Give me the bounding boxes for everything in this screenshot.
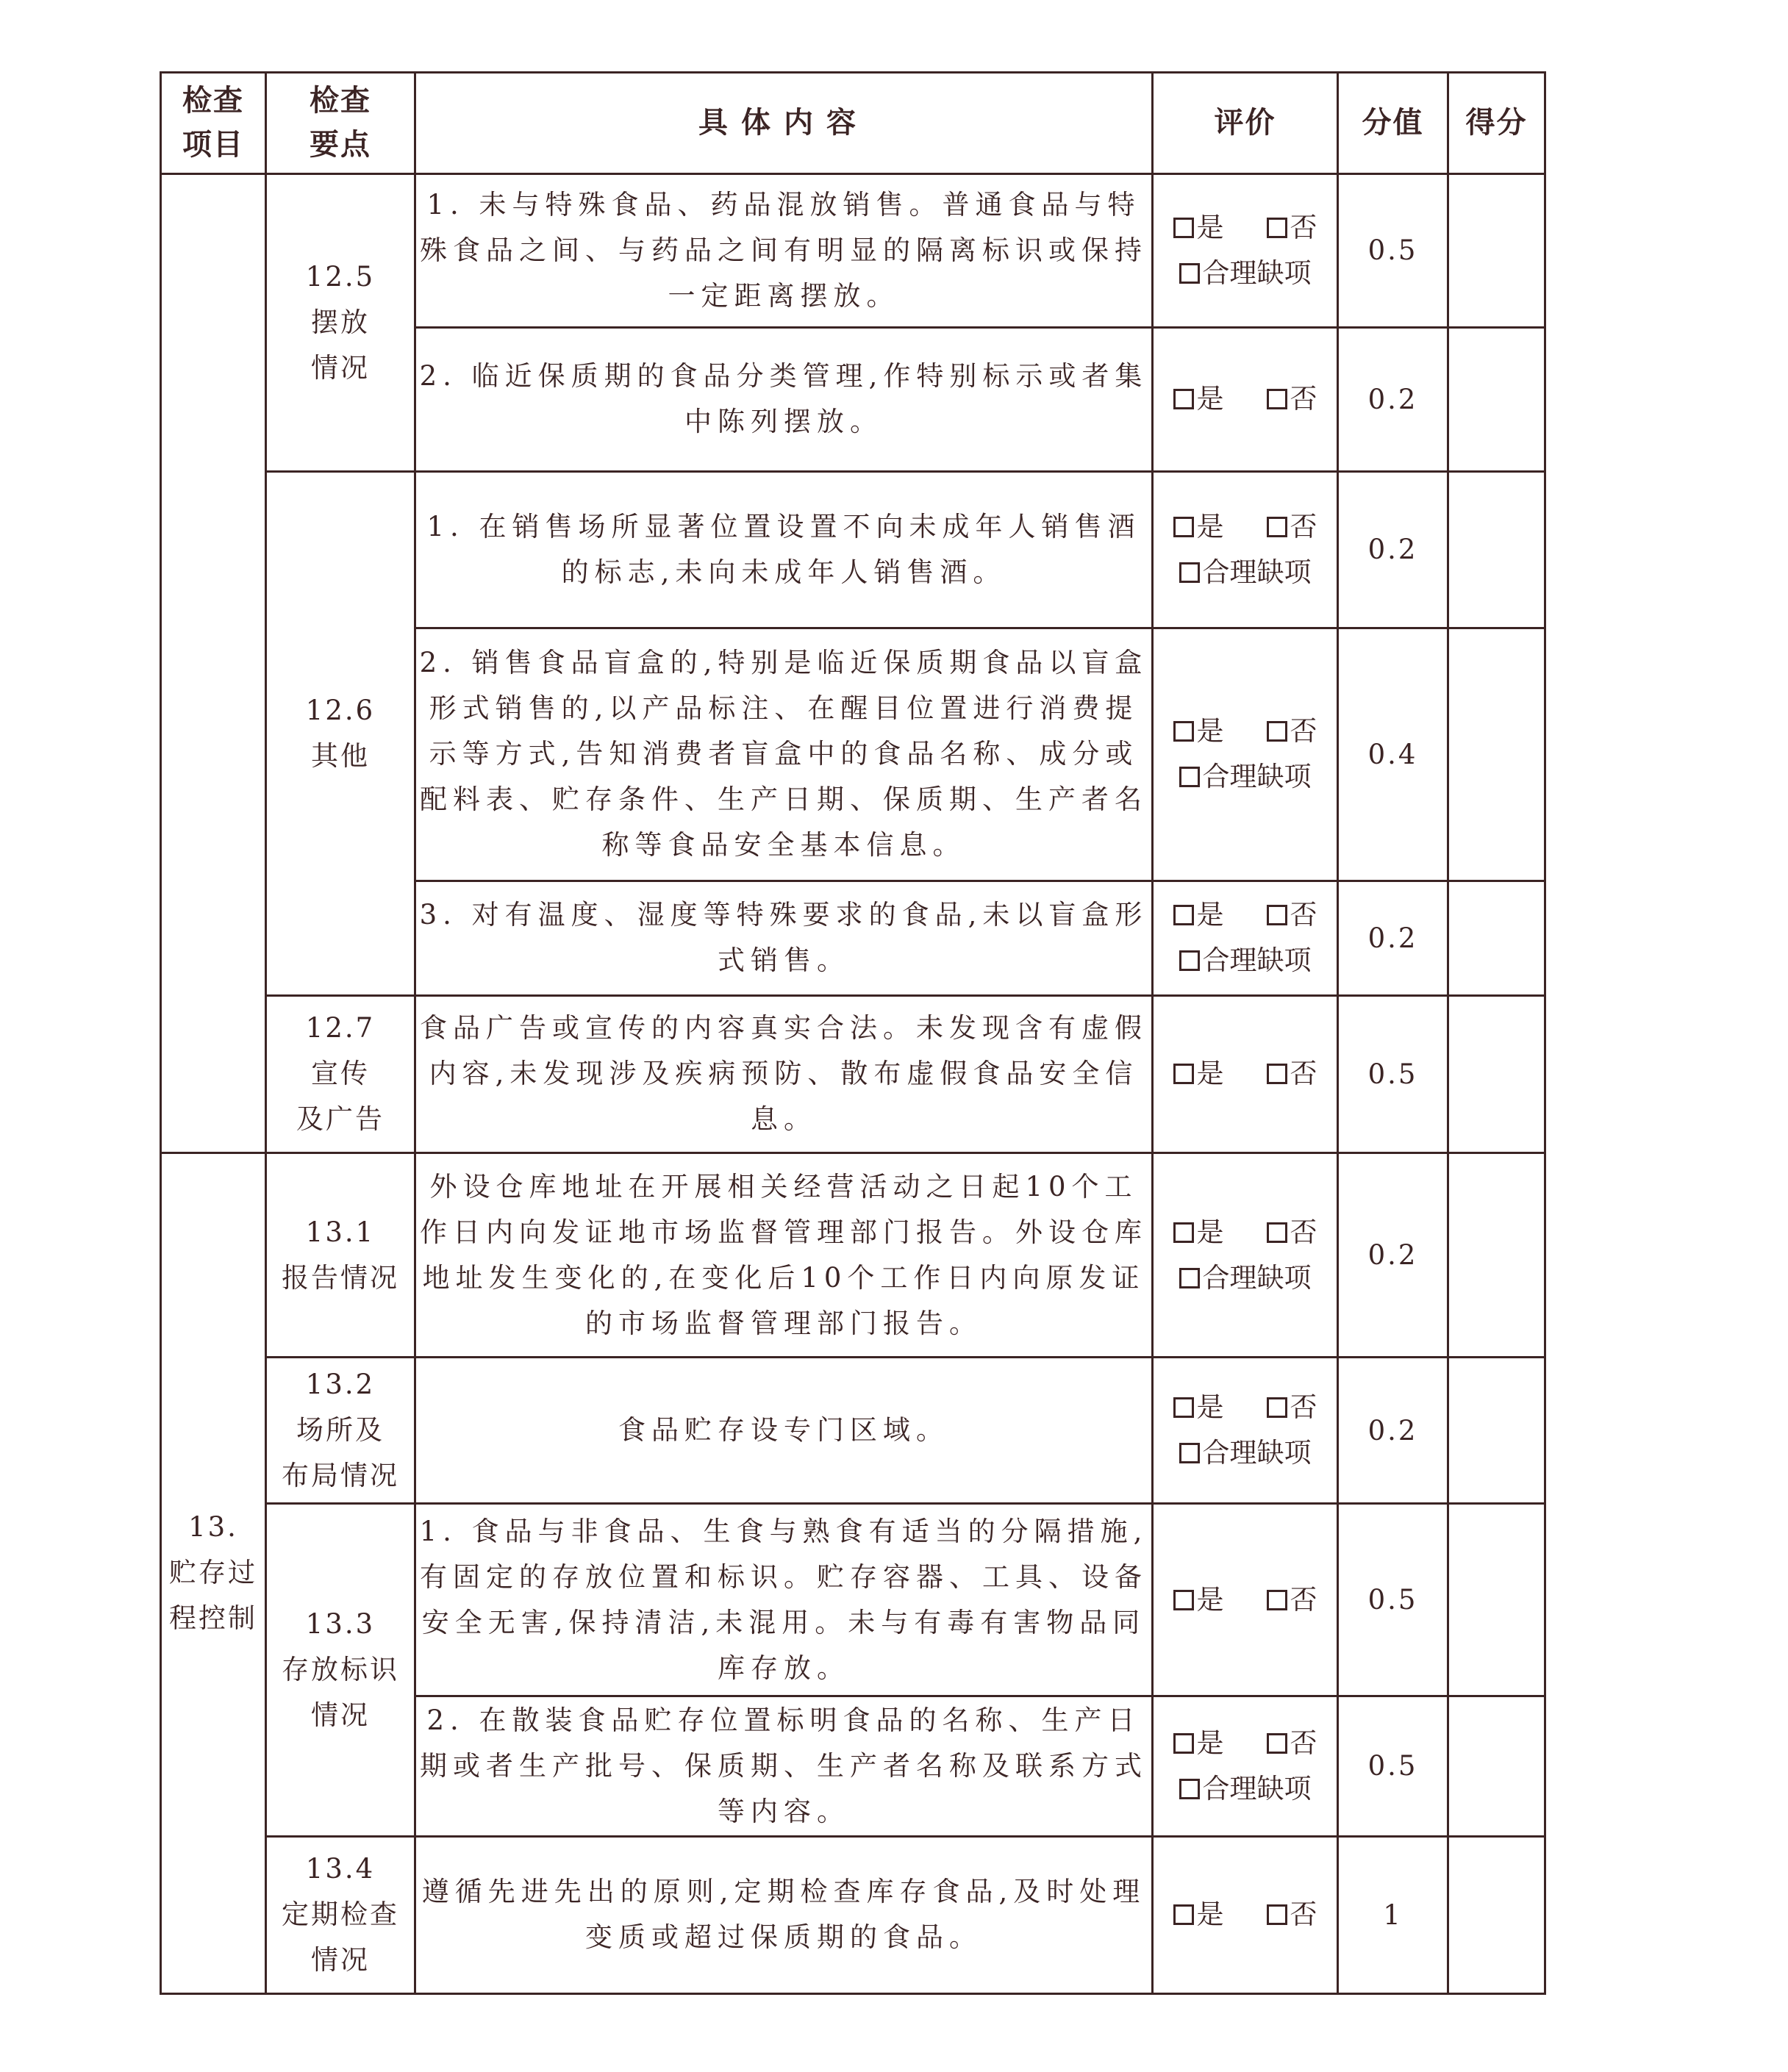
yes-checkbox[interactable] [1173,517,1194,537]
score-cell[interactable] [1448,1504,1545,1696]
yes-checkbox[interactable] [1173,1904,1194,1925]
yes-label: 是 [1196,1058,1224,1090]
content-cell: 1. 食品与非食品、生食与熟食有适当的分隔措施,有固定的存放位置和标识。贮存容器、工具、设备安全无害,保持清洁,未混用。未与有毒有害物品同库存放。 [415,1504,1153,1696]
content-cell: 食品贮存设专门区域。 [415,1358,1153,1504]
header-value: 分值 [1338,73,1448,174]
no-label: 否 [1290,383,1317,415]
eval-cell [1153,1358,1338,1504]
eval-cell [1153,1504,1338,1696]
content-cell: 外设仓库地址在开展相关经营活动之日起10个工作日内向发证地市场监督管理部门报告。外设仓库地址发生变化的,在变化后10个工作日内向原发证的市场监督管理部门报告。 [415,1152,1153,1357]
item-number: 13. [188,1511,238,1544]
header-item-line-1: 检查 [182,84,244,118]
point-title: 定期检查 [282,1899,399,1931]
na-label: 合理缺项 [1202,1772,1312,1804]
eval-cell [1153,327,1338,471]
header-point [266,73,415,174]
value-cell: 0.5 [1338,173,1448,327]
content-cell: 食品广告或宣传的内容真实合法。未发现含有虚假内容,未发现涉及疾病预防、散布虚假食品安全信息。 [415,995,1153,1152]
no-label: 否 [1290,211,1317,243]
content-cell: 2. 销售食品盲盒的,特别是临近保质期食品以盲盒形式销售的,以产品标注、在醒目位置进行消费提示等方式,告知消费者盲盒中的食品名称、成分或配料表、贮存条件、生产日期、保质期、生产者名称等食品安全基本信息。 [415,628,1153,881]
header-eval: 评价 [1153,73,1338,174]
eval-cell [1153,881,1338,995]
value-cell: 0.2 [1338,1358,1448,1504]
value-cell: 1 [1338,1836,1448,1993]
point-title: 场所及 [296,1414,385,1447]
yes-label: 是 [1196,899,1224,931]
no-label: 否 [1290,1391,1317,1424]
point-13-3 [266,1504,415,1836]
no-checkbox[interactable] [1267,1222,1287,1243]
na-label: 合理缺项 [1202,1261,1312,1294]
no-checkbox[interactable] [1267,1590,1287,1610]
header-row [161,73,1545,174]
score-cell[interactable] [1448,1696,1545,1836]
yes-label: 是 [1196,1583,1224,1616]
score-cell[interactable] [1448,471,1545,628]
yes-checkbox[interactable] [1173,1590,1194,1610]
na-label: 合理缺项 [1202,761,1312,793]
eval-cell [1153,1696,1338,1836]
point-title: 布局情况 [282,1460,399,1492]
score-cell[interactable] [1448,173,1545,327]
eval-cell [1153,1836,1338,1993]
table-row [161,1504,1545,1696]
value-cell: 0.4 [1338,628,1448,881]
content-cell: 3. 对有温度、湿度等特殊要求的食品,未以盲盒形式销售。 [415,881,1153,995]
yes-checkbox[interactable] [1173,1397,1194,1418]
point-title: 摆放 [311,306,370,338]
no-checkbox[interactable] [1267,1064,1287,1084]
content-cell: 2. 在散装食品贮存位置标明食品的名称、生产日期或者生产批号、保质期、生产者名称及联系方式等内容。 [415,1696,1153,1836]
no-label: 否 [1290,510,1317,542]
header-item [161,73,266,174]
na-checkbox[interactable] [1179,1268,1200,1288]
eval-cell [1153,628,1338,881]
point-title: 宣传 [311,1058,370,1090]
yes-checkbox[interactable] [1173,218,1194,238]
na-checkbox[interactable] [1179,1779,1200,1799]
no-checkbox[interactable] [1267,721,1287,742]
score-cell[interactable] [1448,1836,1545,1993]
table-row [161,173,1545,327]
header-point-line-2: 要点 [310,128,371,162]
no-checkbox[interactable] [1267,389,1287,409]
score-cell[interactable] [1448,628,1545,881]
item-title: 程控制 [169,1602,257,1635]
point-number: 13.3 [305,1608,376,1641]
point-number: 12.6 [305,694,376,726]
score-cell[interactable] [1448,327,1545,471]
inspection-table [160,71,1546,1995]
na-label: 合理缺项 [1202,556,1312,588]
table-row [161,1152,1545,1357]
na-checkbox[interactable] [1179,263,1200,284]
yes-label: 是 [1196,510,1224,542]
header-score: 得分 [1448,73,1545,174]
point-title: 情况 [311,351,370,384]
point-number: 13.1 [305,1216,376,1248]
value-cell: 0.5 [1338,1696,1448,1836]
point-12-6 [266,471,415,995]
no-checkbox[interactable] [1267,218,1287,238]
no-label: 否 [1290,715,1317,748]
eval-cell [1153,995,1338,1152]
yes-checkbox[interactable] [1173,1064,1194,1084]
no-checkbox[interactable] [1267,517,1287,537]
point-title: 其他 [311,739,370,772]
item-13-storage [161,1152,266,1993]
point-number: 12.5 [305,260,376,293]
no-checkbox[interactable] [1267,1733,1287,1754]
point-title: 及广告 [296,1103,385,1136]
no-label: 否 [1290,1899,1317,1931]
no-checkbox[interactable] [1267,1904,1287,1925]
na-checkbox[interactable] [1179,562,1200,583]
table-row [161,1836,1545,1993]
yes-checkbox[interactable] [1173,721,1194,742]
content-cell: 遵循先进先出的原则,定期检查库存食品,及时处理变质或超过保质期的食品。 [415,1836,1153,1993]
header-content: 具体内容 [415,73,1153,174]
point-title: 报告情况 [282,1261,399,1294]
value-cell: 0.2 [1338,881,1448,995]
no-checkbox[interactable] [1267,905,1287,925]
inspection-sheet [160,71,1544,1995]
no-label: 否 [1290,1583,1317,1616]
score-cell[interactable] [1448,881,1545,995]
eval-cell [1153,173,1338,327]
yes-label: 是 [1196,715,1224,748]
header-point-line-1: 检查 [310,84,371,118]
point-13-2 [266,1358,415,1504]
item-cell-12 [161,173,266,1152]
point-title: 存放标识 [282,1654,399,1686]
table-row [161,1358,1545,1504]
point-number: 13.2 [305,1369,376,1401]
point-13-1 [266,1152,415,1357]
yes-checkbox[interactable] [1173,1222,1194,1243]
no-label: 否 [1290,1058,1317,1090]
yes-checkbox[interactable] [1173,905,1194,925]
content-cell: 1. 未与特殊食品、药品混放销售。普通食品与特殊食品之间、与药品之间有明显的隔离标识或保持一定距离摆放。 [415,173,1153,327]
content-cell: 1. 在销售场所显著位置设置不向未成年人销售酒的标志,未向未成年人销售酒。 [415,471,1153,628]
yes-label: 是 [1196,383,1224,415]
no-label: 否 [1290,1216,1317,1248]
yes-label: 是 [1196,1216,1224,1248]
na-label: 合理缺项 [1202,1437,1312,1469]
table-row [161,471,1545,628]
yes-label: 是 [1196,1899,1224,1931]
value-cell: 0.5 [1338,1504,1448,1696]
eval-cell [1153,1152,1338,1357]
na-label: 合理缺项 [1202,944,1312,977]
table-row [161,995,1545,1152]
item-title: 贮存过 [169,1557,257,1589]
value-cell: 0.2 [1338,327,1448,471]
yes-label: 是 [1196,211,1224,243]
point-title: 情况 [311,1699,370,1732]
score-cell[interactable] [1448,1358,1545,1504]
point-title: 情况 [311,1944,370,1976]
score-cell[interactable] [1448,995,1545,1152]
content-cell: 2. 临近保质期的食品分类管理,作特别标示或者集中陈列摆放。 [415,327,1153,471]
point-12-5 [266,173,415,471]
na-checkbox[interactable] [1179,767,1200,787]
point-13-4 [266,1836,415,1993]
na-checkbox[interactable] [1179,1443,1200,1463]
na-checkbox[interactable] [1179,950,1200,971]
value-cell: 0.5 [1338,995,1448,1152]
na-label: 合理缺项 [1202,257,1312,289]
yes-checkbox[interactable] [1173,1733,1194,1754]
score-cell[interactable] [1448,1152,1545,1357]
no-label: 否 [1290,1727,1317,1759]
no-label: 否 [1290,899,1317,931]
eval-cell [1153,471,1338,628]
point-number: 12.7 [305,1012,376,1044]
point-12-7 [266,995,415,1152]
yes-label: 是 [1196,1391,1224,1424]
header-item-line-2: 项目 [182,128,244,162]
value-cell: 0.2 [1338,471,1448,628]
point-number: 13.4 [305,1853,376,1885]
no-checkbox[interactable] [1267,1397,1287,1418]
value-cell: 0.2 [1338,1152,1448,1357]
yes-label: 是 [1196,1727,1224,1759]
yes-checkbox[interactable] [1173,389,1194,409]
